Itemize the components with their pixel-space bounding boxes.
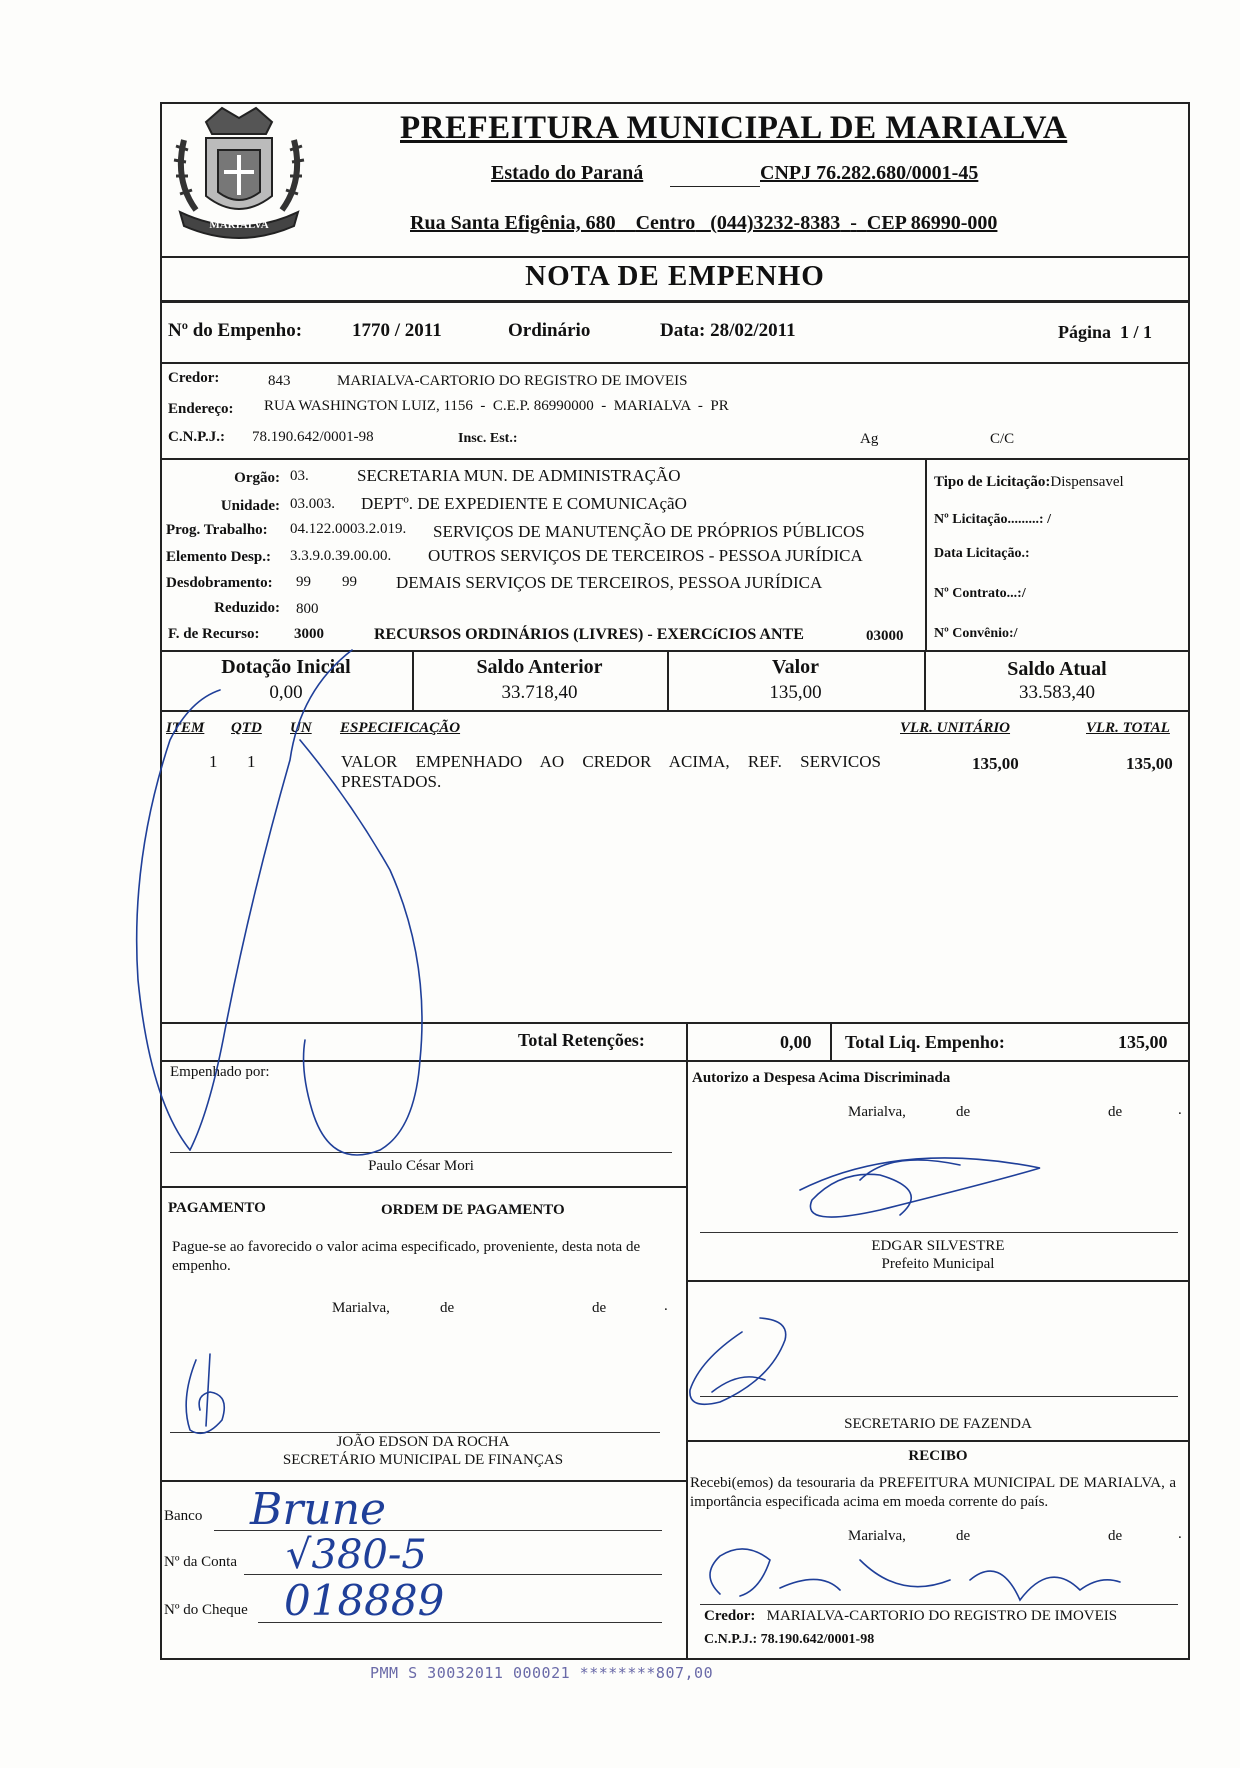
unidade-label: Unidade: (220, 498, 280, 514)
header-address: Rua Santa Efigênia, 680 (410, 212, 616, 234)
desdob-label: Desdobramento: (166, 575, 273, 591)
recibo-de2: de (1108, 1528, 1123, 1544)
header-underline-gap (670, 186, 760, 187)
col-total: VLR. TOTAL (1086, 720, 1170, 736)
valor-label: Valor (771, 656, 820, 678)
liq-value: 135,00 (1118, 1032, 1168, 1052)
pagamento-title: ORDEM DE PAGAMENTO (381, 1202, 565, 1218)
empenho-date: Data: 28/02/2011 (660, 320, 796, 341)
empenho-type: Ordinário (508, 320, 591, 341)
licitacao-data: Data Licitação.: (934, 546, 1030, 561)
elemento-desc: OUTROS SERVIÇOS DE TERCEIROS - PESSOA JURÍDICA (428, 546, 863, 565)
seal-text: MARIALVA (209, 219, 269, 231)
cnpj-value: 78.190.642/0001-98 (252, 429, 374, 445)
dotacao-label: Dotação Inicial (221, 656, 351, 678)
licitacao-convenio: Nº Convênio:/ (934, 626, 1018, 641)
licitacao-numero: Nº Licitação.........: / (934, 512, 1051, 527)
col-item: ITEM (166, 720, 205, 736)
col-unit: VLR. UNITÁRIO (900, 720, 1011, 736)
autorizo-city: Marialva, (848, 1104, 906, 1120)
recibo-text: Recebi(emos) da tesouraria da PREFEITURA MUNICIPAL DE MARIALVA, a importância especificada acima em moeda corrente do país. (690, 1475, 1176, 1510)
pagamento-text: Pague-se ao favorecido o valor acima especificado, proveniente, desta nota de empenho. (172, 1239, 641, 1274)
header-title: PREFEITURA MUNICIPAL DE MARIALVA (400, 110, 1068, 146)
recurso-desc: RECURSOS ORDINÁRIOS (LIVRES) - EXERCíCIOS ANTE (374, 626, 804, 643)
pagamento-de1: de (440, 1300, 455, 1316)
header-district: Centro (635, 212, 696, 234)
recibo-de1: de (956, 1528, 971, 1544)
ag-label: Ag (860, 431, 879, 447)
elemento-code: 3.3.9.0.39.00.00. (290, 548, 392, 564)
item-number: 1 (209, 752, 218, 771)
pagamento-role: SECRETÁRIO MUNICIPAL DE FINANÇAS (282, 1452, 564, 1468)
credor-code: 843 (268, 373, 291, 389)
cnpj-label: C.N.P.J.: (168, 429, 225, 445)
saldo-atual-value: 33.583,40 (1019, 682, 1095, 703)
valor-value: 135,00 (769, 682, 822, 703)
reduzido-code: 800 (296, 601, 319, 617)
autorizo-dot: . (1178, 1102, 1182, 1118)
insc-label: Insc. Est.: (458, 431, 518, 446)
orgao-desc: SECRETARIA MUN. DE ADMINISTRAÇÃO (357, 466, 681, 485)
cheque-value: 018889 (284, 1576, 445, 1625)
liq-label: Total Liq. Empenho: (845, 1032, 1005, 1052)
banco-value: Brune (250, 1484, 387, 1535)
cheque-label: Nº do Cheque (164, 1602, 248, 1618)
prog-code: 04.122.0003.2.019. (290, 521, 407, 537)
unidade-code: 03.003. (290, 496, 335, 512)
licitacao-tipo-value: Dispensavel (1050, 474, 1124, 490)
unidade-desc: DEPTº. DE EXPEDIENTE E COMUNICAçãO (361, 494, 687, 513)
desdob-code2: 99 (342, 574, 357, 590)
banco-label: Banco (164, 1508, 203, 1524)
footer-stamp: PMM S 30032011 000021 ********807,00 (370, 1664, 714, 1682)
credor-name: MARIALVA-CARTORIO DO REGISTRO DE IMOVEIS (337, 373, 688, 389)
item-spec-line1: VALOR EMPENHADO AO CREDOR ACIMA, REF. SERVICOS (341, 752, 881, 771)
pagamento-de2: de (592, 1300, 607, 1316)
conta-label: Nº da Conta (164, 1554, 237, 1570)
desdob-desc: DEMAIS SERVIÇOS DE TERCEIROS, PESSOA JURÍDICA (396, 573, 823, 592)
recurso-code2: 03000 (866, 628, 904, 644)
endereco-label: Endereço: (168, 401, 234, 417)
header-state: Estado do Paraná (491, 162, 644, 184)
recibo-title: RECIBO (908, 1448, 968, 1464)
conta-value: √380-5 (286, 1532, 427, 1578)
endereco-value: RUA WASHINGTON LUIZ, 1156 - C.E.P. 86990000 - MARIALVA - PR (264, 398, 729, 414)
retencoes-label: Total Retenções: (518, 1030, 645, 1050)
retencoes-value: 0,00 (780, 1032, 812, 1052)
dotacao-value: 0,00 (269, 682, 303, 703)
prog-label: Prog. Trabalho: (166, 522, 268, 538)
pagamento-dot: . (664, 1298, 668, 1314)
header-dash: - (850, 212, 857, 234)
item-qtd: 1 (247, 752, 256, 771)
reduzido-label: Reduzido: (214, 600, 280, 616)
recibo-city: Marialva, (848, 1528, 906, 1544)
recibo-credor-line (704, 1608, 1117, 1625)
fazenda-role: SECRETARIO DE FAZENDA (844, 1416, 1032, 1432)
recibo-credor-label: Credor: (704, 1608, 756, 1624)
col-un: UN (290, 720, 312, 736)
credor-label: Credor: (168, 370, 220, 386)
item-total: 135,00 (1126, 754, 1173, 773)
pagamento-name: JOÃO EDSON DA ROCHA (336, 1434, 510, 1450)
licitacao-tipo (934, 474, 1124, 491)
pagamento-label: PAGAMENTO (168, 1200, 266, 1216)
header-address-line (410, 212, 997, 235)
orgao-label: Orgão: (234, 470, 280, 486)
municipal-seal (166, 100, 312, 248)
header-cnpj: CNPJ 76.282.680/0001-45 (760, 162, 979, 184)
empenho-number: 1770 / 2011 (352, 320, 442, 341)
licitacao-contrato: Nº Contrato...:/ (934, 586, 1026, 601)
col-spec: ESPECIFICAÇÃO (340, 720, 461, 736)
saldo-anterior-label: Saldo Anterior (476, 656, 603, 678)
header-phone: (044)3232-8383 (710, 212, 841, 234)
pagamento-city: Marialva, (332, 1300, 390, 1316)
autorizo-title: Autorizo a Despesa Acima Discriminada (692, 1070, 951, 1086)
licitacao-tipo-label: Tipo de Licitação: (934, 474, 1051, 490)
empenhado-label: Empenhado por: (170, 1064, 270, 1080)
orgao-code: 03. (290, 468, 309, 484)
recibo-cnpj: C.N.P.J.: 78.190.642/0001-98 (704, 1632, 875, 1647)
recurso-label: F. de Recurso: (168, 626, 260, 642)
cc-label: C/C (990, 431, 1015, 447)
saldo-anterior-value: 33.718,40 (501, 682, 578, 703)
prog-desc: SERVIÇOS DE MANUTENÇÃO DE PRÓPRIOS PÚBLICOS (433, 522, 865, 541)
autorizo-de1: de (956, 1104, 971, 1120)
empenhado-name: Paulo César Mori (368, 1158, 474, 1174)
recibo-credor-value: MARIALVA-CARTORIO DO REGISTRO DE IMOVEIS (766, 1608, 1118, 1624)
elemento-label: Elemento Desp.: (166, 549, 271, 565)
empenho-page: Página 1 / 1 (1058, 322, 1153, 342)
autorizo-de2: de (1108, 1104, 1123, 1120)
desdob-code1: 99 (296, 574, 311, 590)
doc-title: NOTA DE EMPENHO (525, 260, 825, 292)
autorizo-role: Prefeito Municipal (881, 1256, 995, 1272)
item-spec-line2: PRESTADOS. (341, 772, 442, 791)
saldo-atual-label: Saldo Atual (1007, 658, 1107, 680)
header-cep: CEP 86990-000 (866, 212, 998, 234)
empenho-label: Nº do Empenho: (168, 320, 303, 341)
recurso-code: 3000 (294, 626, 324, 642)
autorizo-name: EDGAR SILVESTRE (871, 1238, 1005, 1254)
col-qtd: QTD (231, 720, 262, 736)
recibo-dot: . (1178, 1526, 1182, 1542)
item-unit: 135,00 (972, 754, 1019, 773)
